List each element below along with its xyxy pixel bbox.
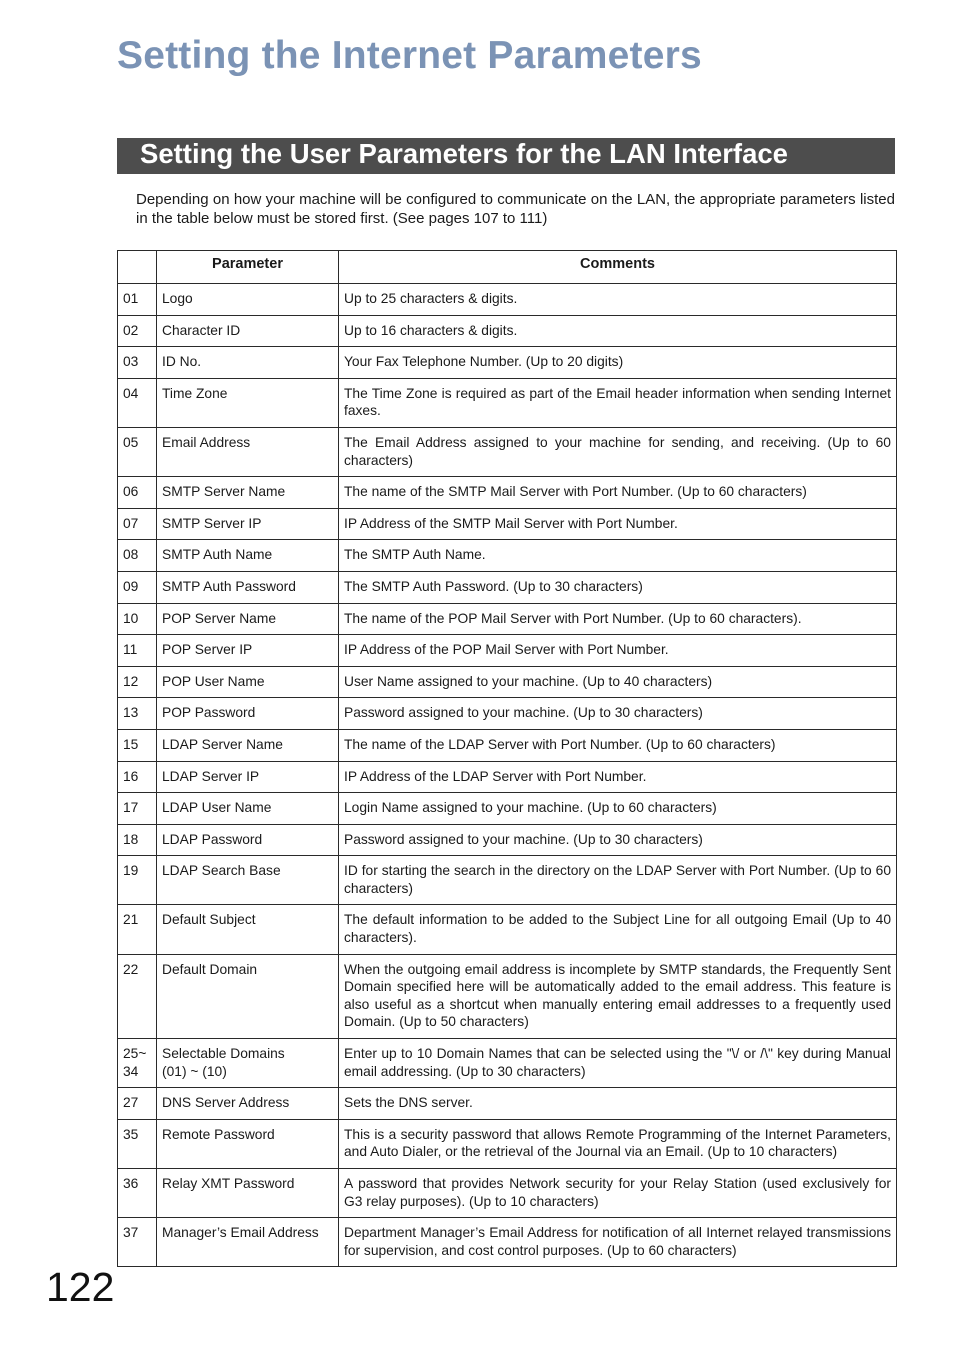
row-parameter: POP User Name [157,666,339,698]
table-row [118,729,897,761]
header-parameter: Parameter [157,251,339,284]
table-row [118,761,897,793]
row-parameter: POP Password [157,698,339,730]
row-parameter: LDAP Search Base [157,856,339,905]
table-row [118,571,897,603]
row-comment: Login Name assigned to your machine. (Up to 60 characters) [339,793,897,825]
row-parameter: Logo [157,284,339,316]
row-number: 01 [118,284,157,316]
row-number: 17 [118,793,157,825]
row-number: 15 [118,729,157,761]
row-number: 09 [118,571,157,603]
section-title: Setting the User Parameters for the LAN Interface [140,138,788,169]
page-number: 122 [46,1264,115,1310]
row-number: 21 [118,905,157,954]
row-comment: The SMTP Auth Password. (Up to 30 characters) [339,571,897,603]
row-number: 13 [118,698,157,730]
row-comment: The name of the LDAP Server with Port Number. (Up to 60 characters) [339,729,897,761]
parameters-table [117,250,897,1267]
row-parameter: Time Zone [157,378,339,427]
row-number: 19 [118,856,157,905]
row-number: 12 [118,666,157,698]
row-parameter: ID No. [157,347,339,379]
page-title: Setting the Internet Parameters [117,34,702,77]
table-row [118,666,897,698]
table-row [118,284,897,316]
row-comment: IP Address of the POP Mail Server with Port Number. [339,635,897,667]
row-comment: Up to 16 characters & digits. [339,315,897,347]
row-parameter: SMTP Auth Password [157,571,339,603]
row-parameter: Default Domain [157,954,339,1038]
table-row [118,824,897,856]
row-parameter: Selectable Domains (01) ~ (10) [157,1039,339,1088]
row-comment: The name of the SMTP Mail Server with Port Number. (Up to 60 characters) [339,477,897,509]
row-number: 02 [118,315,157,347]
table-row [118,1169,897,1218]
row-comment: Password assigned to your machine. (Up to 30 characters) [339,698,897,730]
row-parameter: POP Server Name [157,603,339,635]
row-comment: When the outgoing email address is incomplete by SMTP standards, the Frequently Sent Domain specified here will be automatically added to the email address. This feature is also useful as a shortcut when manually entering email addresses to a frequently used Domain. (Up to 50 characters) [339,954,897,1038]
row-parameter: Manager’s Email Address [157,1218,339,1267]
row-comment: The Time Zone is required as part of the Email header information when sending Internet faxes. [339,378,897,427]
row-parameter: LDAP Password [157,824,339,856]
table-row [118,698,897,730]
row-number: 35 [118,1119,157,1168]
row-comment: Sets the DNS server. [339,1088,897,1120]
row-number: 03 [118,347,157,379]
row-comment: IP Address of the LDAP Server with Port Number. [339,761,897,793]
row-number: 08 [118,540,157,572]
table-row [118,1119,897,1168]
row-parameter: SMTP Server IP [157,508,339,540]
row-parameter: SMTP Server Name [157,477,339,509]
row-comment: A password that provides Network security for your Relay Station (used exclusively for G3 relay purposes). (Up to 10 characters) [339,1169,897,1218]
table-row [118,856,897,905]
row-parameter: Remote Password [157,1119,339,1168]
section-header-bar [117,138,895,174]
row-comment: This is a security password that allows Remote Programming of the Internet Parameters, and Auto Dialer, or the retrieval of the Journal via an Email. (Up to 10 characters) [339,1119,897,1168]
row-number: 07 [118,508,157,540]
table-row [118,427,897,476]
table-header-row [118,251,897,284]
row-number: 04 [118,378,157,427]
row-number: 05 [118,427,157,476]
row-parameter: Relay XMT Password [157,1169,339,1218]
table-row [118,477,897,509]
row-number: 27 [118,1088,157,1120]
table-row [118,540,897,572]
row-comment: Your Fax Telephone Number. (Up to 20 digits) [339,347,897,379]
row-number: 16 [118,761,157,793]
table-row [118,1039,897,1088]
table-row [118,347,897,379]
row-comment: The default information to be added to the Subject Line for all outgoing Email (Up to 40 characters). [339,905,897,954]
header-number [118,251,157,284]
table-row [118,905,897,954]
row-number: 11 [118,635,157,667]
table-row [118,508,897,540]
row-parameter: LDAP Server IP [157,761,339,793]
row-parameter: LDAP User Name [157,793,339,825]
row-comment: User Name assigned to your machine. (Up to 40 characters) [339,666,897,698]
table-row [118,793,897,825]
row-parameter: POP Server IP [157,635,339,667]
row-parameter: Character ID [157,315,339,347]
table-body [118,284,897,1267]
header-comments: Comments [339,251,897,284]
row-number: 06 [118,477,157,509]
table-row [118,315,897,347]
table-row [118,954,897,1038]
row-comment: The Email Address assigned to your machine for sending, and receiving. (Up to 60 characters) [339,427,897,476]
table-row [118,635,897,667]
row-parameter: LDAP Server Name [157,729,339,761]
row-number: 25~ 34 [118,1039,157,1088]
row-comment: IP Address of the SMTP Mail Server with Port Number. [339,508,897,540]
row-number: 22 [118,954,157,1038]
table-row [118,1218,897,1267]
row-comment: Password assigned to your machine. (Up to 30 characters) [339,824,897,856]
row-comment: ID for starting the search in the directory on the LDAP Server with Port Number. (Up to 60 characters) [339,856,897,905]
table-row [118,603,897,635]
table-row [118,1088,897,1120]
row-comment: The name of the POP Mail Server with Port Number. (Up to 60 characters). [339,603,897,635]
row-number: 37 [118,1218,157,1267]
row-parameter: DNS Server Address [157,1088,339,1120]
row-number: 36 [118,1169,157,1218]
row-number: 18 [118,824,157,856]
row-comment: The SMTP Auth Name. [339,540,897,572]
row-comment: Enter up to 10 Domain Names that can be selected using the "\/ or /\" key during Manual email addressing. (Up to 30 characters) [339,1039,897,1088]
row-parameter: Default Subject [157,905,339,954]
row-parameter: SMTP Auth Name [157,540,339,572]
table-row [118,378,897,427]
row-number: 10 [118,603,157,635]
row-comment: Department Manager’s Email Address for notification of all Internet relayed transmissions for supervision, and cost control purposes. (Up to 60 characters) [339,1218,897,1267]
row-comment: Up to 25 characters & digits. [339,284,897,316]
row-parameter: Email Address [157,427,339,476]
intro-paragraph: Depending on how your machine will be configured to communicate on the LAN, the appropriate parameters listed in the table below must be stored first. (See pages 107 to 111) [136,191,895,227]
